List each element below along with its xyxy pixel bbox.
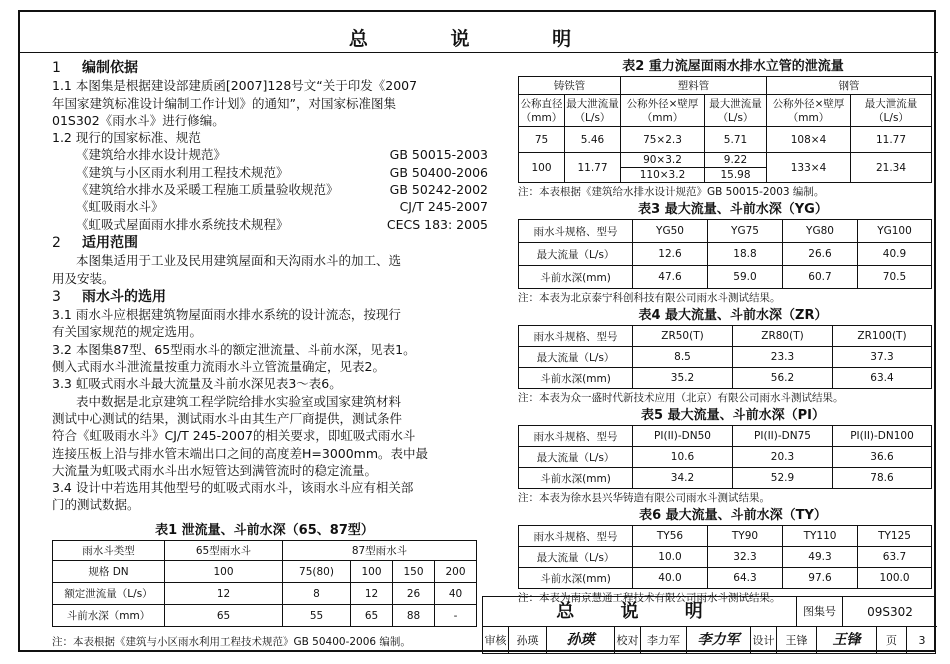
table-cell: 斗前水深(mm) xyxy=(519,368,633,389)
paragraph-3-4-line3: 符合《虹吸雨水斗》CJ/T 245-2007的相关要求，即虹吸式雨水斗 xyxy=(52,428,416,444)
table-cell: 20.3 xyxy=(733,447,833,468)
paragraph-1-1-line3: 01S302《雨水斗》进行修编。 xyxy=(52,112,225,128)
table-6-note: 注：本表为南京慧通工程技术有限公司雨水斗测试结果。 xyxy=(518,592,781,604)
table-cell: 52.9 xyxy=(733,468,833,489)
table-3-note: 注：本表为北京泰宁科创科技有限公司雨水斗测试结果。 xyxy=(518,292,781,304)
table-cell: 55 xyxy=(283,605,351,627)
table-5-note: 注：本表为徐水县兴华铸造有限公司雨水斗测试结果。 xyxy=(518,492,770,504)
table-cell: YG80 xyxy=(783,220,858,243)
table-cell: 公称外径×壁厚 （mm） xyxy=(767,95,851,127)
table-cell: 雨水斗规格、型号 xyxy=(519,326,633,347)
title-block-title: 总 说 明 xyxy=(483,597,797,627)
table-row xyxy=(53,605,477,627)
table-row xyxy=(519,127,932,153)
table-2-grid xyxy=(518,76,932,183)
table-cell: 5.71 xyxy=(705,127,767,153)
table-cell: 133×4 xyxy=(767,153,851,183)
table-cell: 规格 DN xyxy=(53,561,165,583)
table-1-caption: 表1 泄流量、斗前水深（65、87型） xyxy=(155,523,374,538)
table-cell: 额定泄流量（L/s） xyxy=(53,583,165,605)
table-row xyxy=(519,447,932,468)
standard-item: 《建筑与小区雨水利用工程技术规范》 GB 50400-2006 xyxy=(76,164,488,180)
paragraph-1-1-line2: 年国家建筑标准设计编制工作计划》的通知”，对国家标准图集 xyxy=(52,95,396,111)
table-cell: 65型雨水斗 xyxy=(165,541,283,561)
table-cell: 塑料管 xyxy=(621,77,767,95)
table-cell: 97.6 xyxy=(783,568,858,589)
table-cell: 37.3 xyxy=(833,347,932,368)
table-cell: 40.0 xyxy=(633,568,708,589)
table-row xyxy=(519,568,932,589)
table-cell: - xyxy=(435,605,477,627)
page-title: 总 说 明 xyxy=(348,28,610,50)
table-row xyxy=(519,526,932,547)
table-cell: YG50 xyxy=(633,220,708,243)
paragraph-3-4-line2: 测试中心测试的结果，测试雨水斗由其生产厂商提供，测试条件 xyxy=(52,410,403,426)
table-row xyxy=(53,561,477,583)
table-5-caption: 表5 最大流量、斗前水深（PI） xyxy=(641,408,825,423)
check-label: 校对 xyxy=(615,627,641,654)
table-2-caption: 表2 重力流屋面雨水排水立管的泄流量 xyxy=(622,59,844,74)
table-row xyxy=(519,153,932,168)
checker-signature: 李力军 xyxy=(687,627,751,654)
table-row xyxy=(519,326,932,347)
standard-item: 《建筑给水排水及采暖工程施工质量验收规范》 GB 50242-2002 xyxy=(76,182,488,198)
table-cell: 59.0 xyxy=(708,266,783,289)
standard-item: 《虹吸雨水斗》 CJ/T 245-2007 xyxy=(76,199,488,215)
design-label: 设计 xyxy=(751,627,777,654)
paragraph-3-2-line2: 侧入式雨水斗泄流量按重力流雨水斗立管流量确定，见表2。 xyxy=(52,359,385,375)
table-cell: 150 xyxy=(393,561,435,583)
table-cell: 公称外径×壁厚 （mm） xyxy=(621,95,705,127)
paragraph-3-4-line4: 连接压板上沿与排水管末端出口之间的高度差H=3000mm。表中最 xyxy=(52,445,429,461)
standard-item: 《建筑给水排水设计规范》 GB 50015-2003 xyxy=(76,147,488,163)
table-cell: 12.6 xyxy=(633,243,708,266)
paragraph-2-line1: 本图集适用于工业及民用建筑屋面和天沟雨水斗的加工、选 xyxy=(76,253,402,269)
table-cell: 63.4 xyxy=(833,368,932,389)
table-cell: 11.77 xyxy=(851,127,932,153)
paragraph-3-4-line1: 表中数据是北京建筑工程学院给排水实验室或国家建筑材料 xyxy=(76,393,402,409)
paragraph-3-5-line2: 门的测试数据。 xyxy=(52,497,140,513)
table-cell: 最大流量（L/s） xyxy=(519,347,633,368)
table-cell: 9.22 xyxy=(705,153,767,168)
section-3-heading: 3 雨水斗的选用 xyxy=(52,288,166,305)
table-cell: 47.6 xyxy=(633,266,708,289)
table-cell: ZR80(T) xyxy=(733,326,833,347)
tables-column xyxy=(518,58,948,606)
table-cell: 110×3.2 xyxy=(621,168,705,183)
table-cell: 雨水斗类型 xyxy=(53,541,165,561)
paragraph-2-line2: 用及安装。 xyxy=(52,270,115,286)
table-cell: 100 xyxy=(165,561,283,583)
table-cell: TY90 xyxy=(708,526,783,547)
table-1 xyxy=(52,522,477,650)
table-cell: 34.2 xyxy=(633,468,733,489)
table-cell: 56.2 xyxy=(733,368,833,389)
table-cell: TY110 xyxy=(783,526,858,547)
table-cell: PI(II)-DN100 xyxy=(833,426,932,447)
table-row xyxy=(519,347,932,368)
table-cell: 90×3.2 xyxy=(621,153,705,168)
table-cell: TY56 xyxy=(633,526,708,547)
table-6-grid xyxy=(518,525,932,589)
table-cell: 75×2.3 xyxy=(621,127,705,153)
table-1-grid xyxy=(52,540,477,627)
table-cell: 斗前水深(mm) xyxy=(519,468,633,489)
table-cell: 5.46 xyxy=(565,127,621,153)
table-4-note: 注：本表为众一盛时代新技术应用（北京）有限公司雨水斗测试结果。 xyxy=(518,392,844,404)
checker-name: 李力军 xyxy=(641,627,687,654)
table-cell: 26 xyxy=(393,583,435,605)
table-cell: 最大泄流量 （L/s） xyxy=(705,95,767,127)
table-cell: 12 xyxy=(351,583,393,605)
table-row xyxy=(519,220,932,243)
table-3-caption: 表3 最大流量、斗前水深（YG） xyxy=(638,202,828,217)
table-cell: 63.7 xyxy=(858,547,932,568)
table-cell: 26.6 xyxy=(783,243,858,266)
table-cell: 36.6 xyxy=(833,447,932,468)
table-cell: 49.3 xyxy=(783,547,858,568)
table-cell: PI(II)-DN50 xyxy=(633,426,733,447)
table-cell: 87型雨水斗 xyxy=(283,541,477,561)
table-cell: 64.3 xyxy=(708,568,783,589)
table-cell: 40.9 xyxy=(858,243,932,266)
general-notes xyxy=(52,58,488,514)
table-row xyxy=(519,547,932,568)
table-cell: 18.8 xyxy=(708,243,783,266)
section-1-heading: 1 编制依据 xyxy=(52,60,138,76)
table-cell: PI(II)-DN75 xyxy=(733,426,833,447)
paragraph-3-3: 3.3 虹吸式雨水斗最大流量及斗前水深见表3～表6。 xyxy=(52,376,342,392)
table-cell: 最大流量（L/s） xyxy=(519,447,633,468)
table-cell: 8 xyxy=(283,583,351,605)
table-cell: 65 xyxy=(351,605,393,627)
atlas-number-label: 图集号 xyxy=(797,597,843,627)
title-block xyxy=(482,596,936,654)
table-cell: 65 xyxy=(165,605,283,627)
table-4-caption: 表4 最大流量、斗前水深（ZR） xyxy=(638,308,828,323)
table-cell: 最大流量（L/s） xyxy=(519,547,633,568)
reviewer-signature: 孙瑛 xyxy=(547,627,615,654)
table-cell: 最大泄流量 （L/s） xyxy=(565,95,621,127)
table-cell: 雨水斗规格、型号 xyxy=(519,220,633,243)
table-cell: YG100 xyxy=(858,220,932,243)
table-cell: 斗前水深(mm) xyxy=(519,568,633,589)
reviewer-name: 孙瑛 xyxy=(509,627,547,654)
table-cell: 雨水斗规格、型号 xyxy=(519,526,633,547)
table-row xyxy=(53,583,477,605)
paragraph-3-2-line1: 3.2 本图集87型、65型雨水斗的额定泄流量、斗前水深，见表1。 xyxy=(52,341,416,357)
drawing-frame xyxy=(18,10,936,652)
table-row xyxy=(519,266,932,289)
table-6-caption: 表6 最大流量、斗前水深（TY） xyxy=(639,508,827,523)
table-row xyxy=(519,426,932,447)
table-cell: 35.2 xyxy=(633,368,733,389)
page-number: 3 xyxy=(918,634,926,647)
standard-item: 《虹吸式屋面雨水排水系统技术规程》 CECS 183: 2005 xyxy=(76,216,488,232)
designer-signature: 王锋 xyxy=(817,627,877,654)
table-cell: 斗前水深（mm） xyxy=(53,605,165,627)
table-row xyxy=(519,243,932,266)
table-cell: 75 xyxy=(519,127,565,153)
table-5-grid xyxy=(518,425,932,489)
table-cell: 100.0 xyxy=(858,568,932,589)
section-2-heading: 2 适用范围 xyxy=(52,234,138,251)
paragraph-3-4-line5: 大流量为虹吸式雨水斗出水短管达到满管流时的稳定流量。 xyxy=(52,462,378,478)
table-4-grid xyxy=(518,325,932,389)
table-cell: 钢管 xyxy=(767,77,932,95)
table-cell: 最大流量（L/s） xyxy=(519,243,633,266)
table-cell: 铸铁管 xyxy=(519,77,621,95)
atlas-number: 09S302 xyxy=(867,605,913,619)
paragraph-1-1-line1: 1.1 本图集是根据建设部建质函[2007]128号文“关于印发《2007 xyxy=(52,78,418,94)
designer-name: 王锋 xyxy=(777,627,817,654)
table-cell: 公称直径 （mm） xyxy=(519,95,565,127)
table-2-note: 注：本表根据《建筑给水排水设计规范》GB 50015-2003 编制。 xyxy=(518,186,825,198)
table-cell: 10.0 xyxy=(633,547,708,568)
table-cell: 21.34 xyxy=(851,153,932,183)
table-cell: 75(80) xyxy=(283,561,351,583)
table-cell: 15.98 xyxy=(705,168,767,183)
table-1-note: 注：本表根据《建筑与小区雨水利用工程技术规范》GB 50400-2006 编制。 xyxy=(52,636,411,648)
table-cell: 32.3 xyxy=(708,547,783,568)
table-cell: 雨水斗规格、型号 xyxy=(519,426,633,447)
paragraph-3-1-line1: 3.1 雨水斗应根据建筑物屋面雨水排水系统的设计流态，按现行 xyxy=(52,307,401,323)
table-cell: 100 xyxy=(519,153,565,183)
table-cell: 108×4 xyxy=(767,127,851,153)
table-cell: 23.3 xyxy=(733,347,833,368)
page-label: 页 xyxy=(877,627,907,654)
title-divider xyxy=(20,52,938,53)
table-cell: 斗前水深(mm) xyxy=(519,266,633,289)
paragraph-3-1-line2: 有关国家规范的规定选用。 xyxy=(52,324,203,340)
review-label: 审核 xyxy=(483,627,509,654)
paragraph-3-5-line1: 3.4 设计中若选用其他型号的虹吸式雨水斗，该雨水斗应有相关部 xyxy=(52,480,414,496)
table-cell: 60.7 xyxy=(783,266,858,289)
paragraph-1-2: 1.2 现行的国家标准、规范 xyxy=(52,130,201,146)
table-row xyxy=(519,368,932,389)
table-cell: TY125 xyxy=(858,526,932,547)
table-cell: 12 xyxy=(165,583,283,605)
table-cell: ZR100(T) xyxy=(833,326,932,347)
table-cell: 40 xyxy=(435,583,477,605)
table-row xyxy=(519,468,932,489)
table-cell: 8.5 xyxy=(633,347,733,368)
table-3-grid xyxy=(518,219,932,289)
table-cell: 78.6 xyxy=(833,468,932,489)
table-cell: 最大泄流量 （L/s） xyxy=(851,95,932,127)
table-cell: ZR50(T) xyxy=(633,326,733,347)
table-cell: 88 xyxy=(393,605,435,627)
table-cell: 200 xyxy=(435,561,477,583)
table-cell: 70.5 xyxy=(858,266,932,289)
table-cell: 11.77 xyxy=(565,153,621,183)
table-cell: 100 xyxy=(351,561,393,583)
table-cell: YG75 xyxy=(708,220,783,243)
table-cell: 10.6 xyxy=(633,447,733,468)
